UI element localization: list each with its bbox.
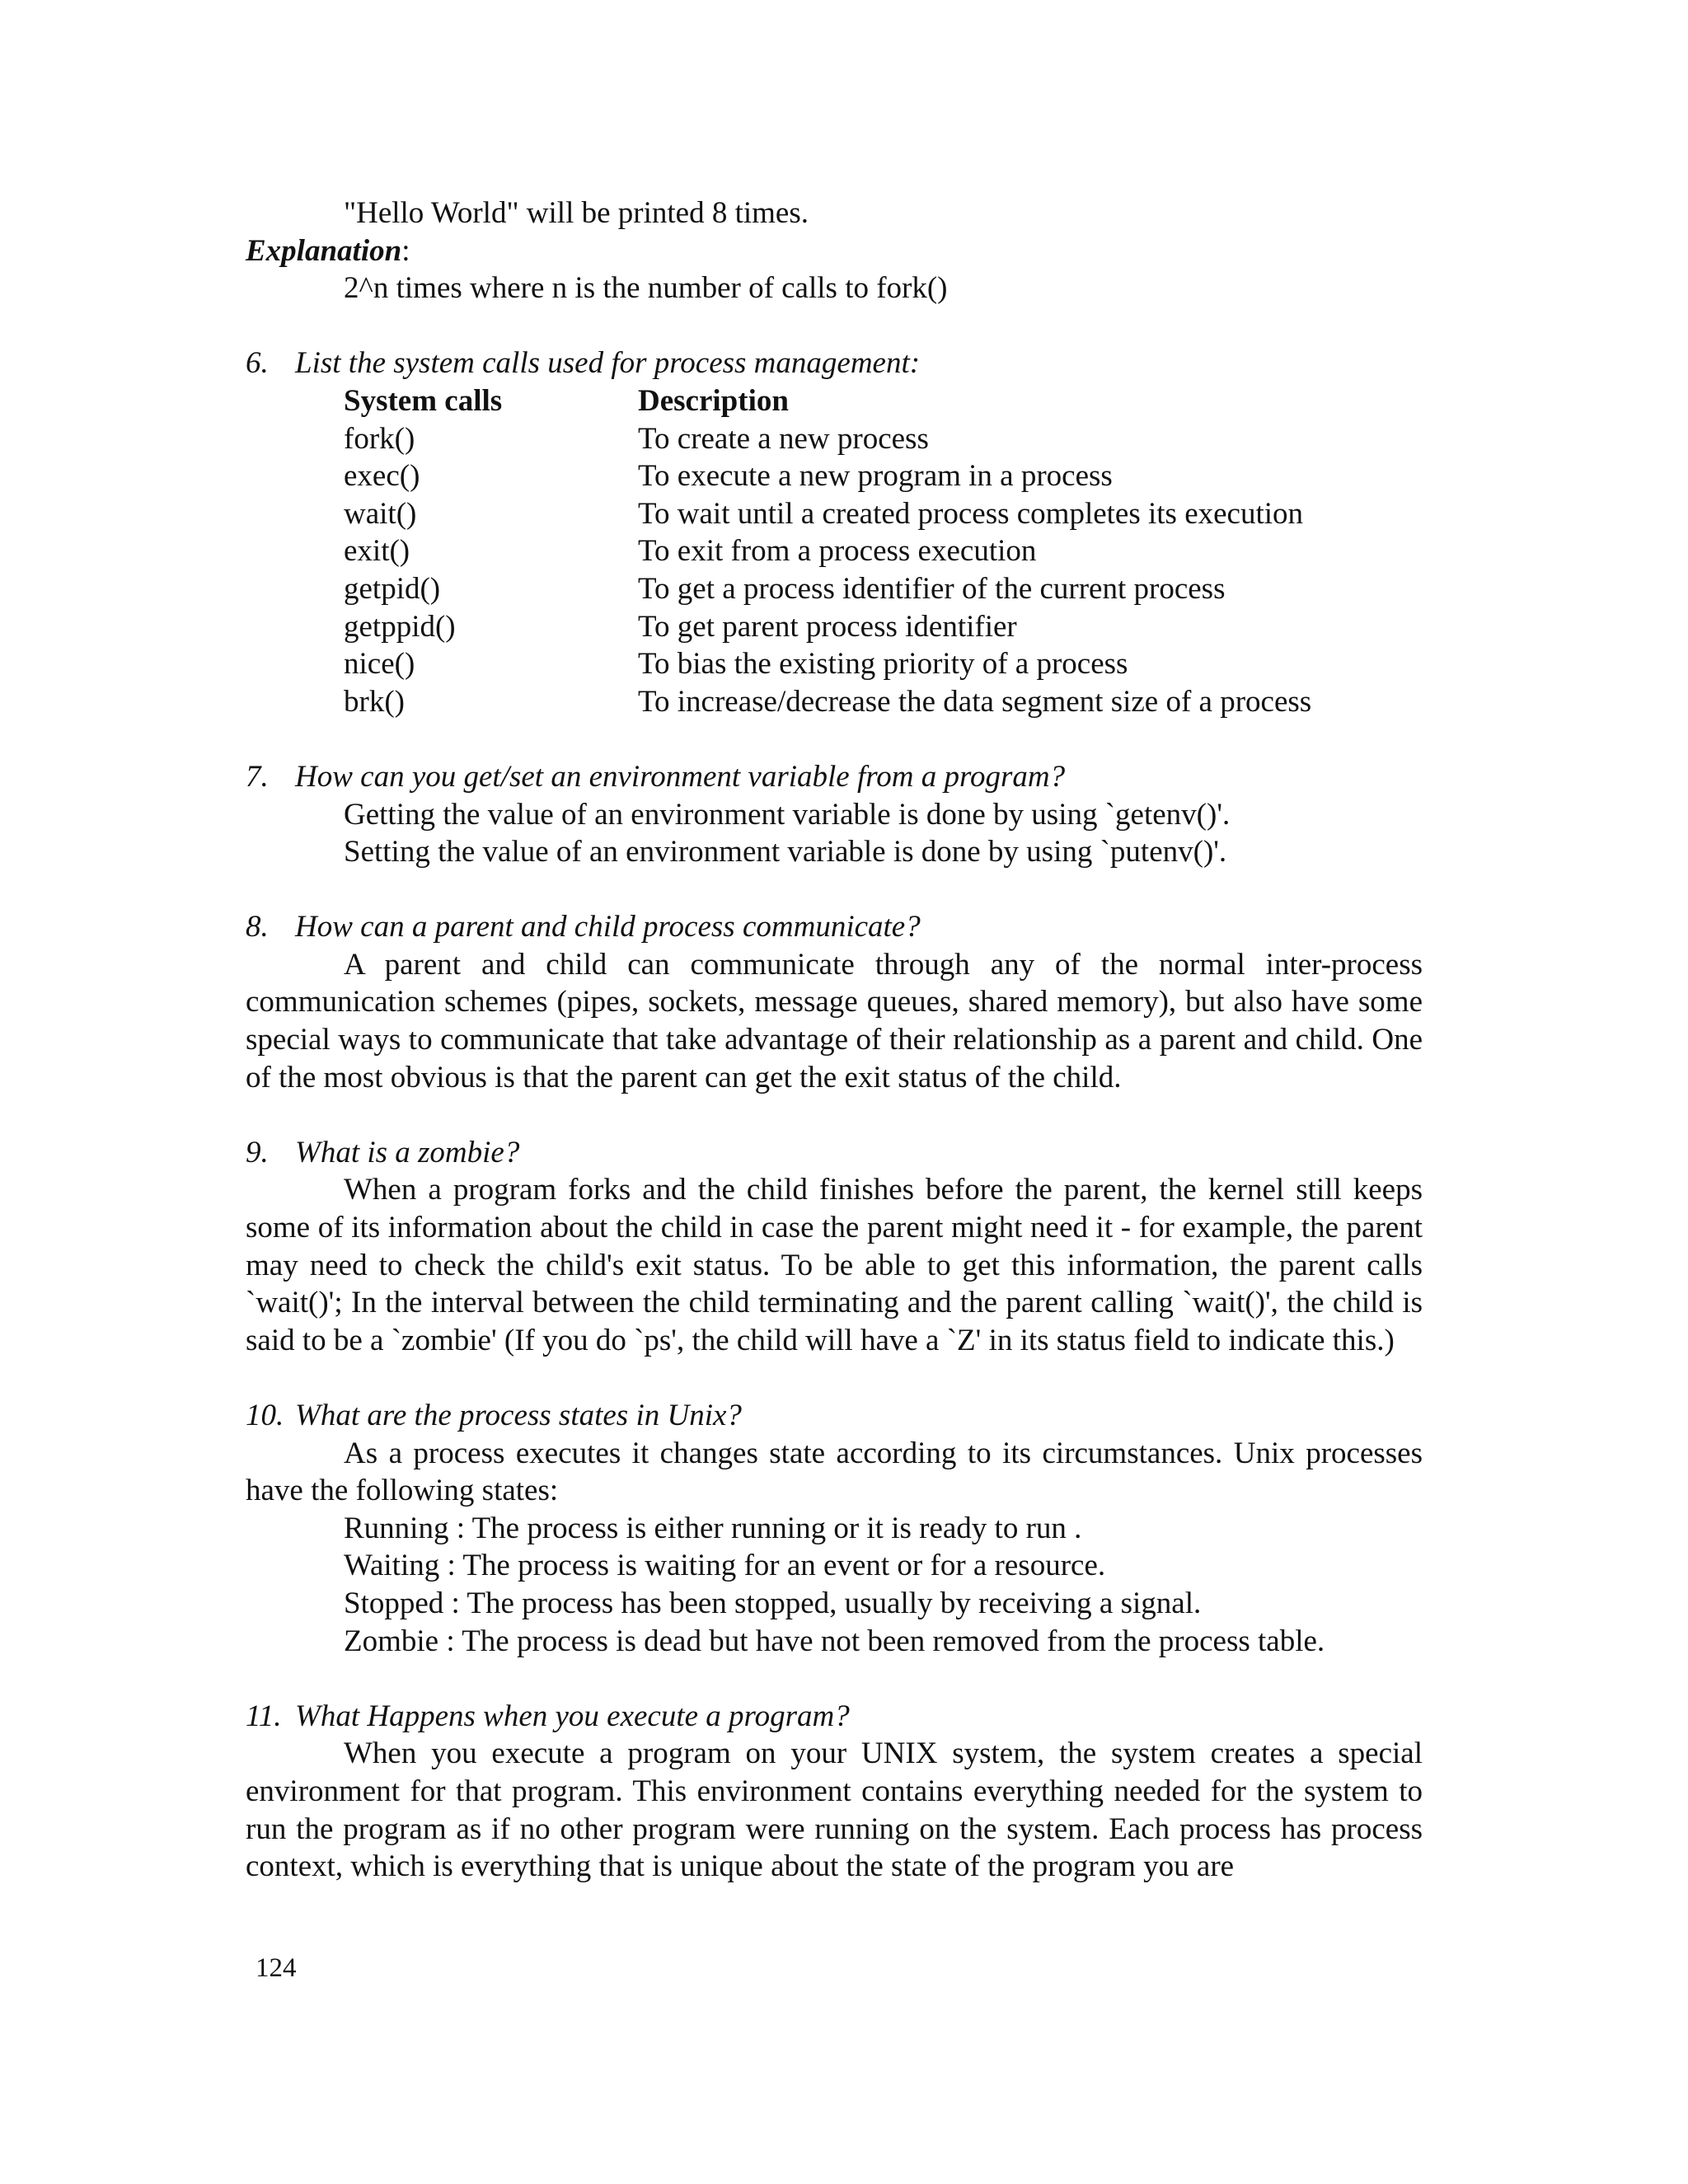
hello-world-result: "Hello World" will be printed 8 times. — [344, 196, 809, 230]
system-calls-header-row — [344, 382, 1423, 420]
syscall-description: To increase/decrease the data segment size of a process — [638, 684, 1312, 719]
question-7-text: How can you get/set an environment variable from a program? — [295, 759, 1066, 794]
syscall-description: To execute a new program in a process — [638, 459, 1113, 494]
list-item: Running : The process is either running or it is ready to run . — [344, 1511, 1082, 1545]
syscall-description: To bias the existing priority of a process — [638, 647, 1128, 682]
table-row — [344, 570, 1423, 608]
question-8 — [246, 908, 1423, 946]
question-9 — [246, 1134, 1423, 1172]
process-states-list — [246, 1510, 1423, 1660]
syscall-name: nice() — [344, 647, 415, 682]
table-row — [344, 495, 1423, 533]
page-number: 124 — [256, 1953, 297, 1983]
answer-11-text: When you execute a program on your UNIX system, the system creates a special environment for that program. This environment contains everything needed for the system to run the program as if no other program were running on the system. Each process has process context, which is everything that is unique about the state of the program you are — [246, 1736, 1423, 1884]
answer-11 — [246, 1735, 1423, 1885]
question-6-text: List the system calls used for process management: — [295, 346, 921, 381]
table-row — [344, 457, 1423, 495]
table-row — [344, 420, 1423, 458]
question-6-number: 6. — [246, 346, 269, 381]
answer-8 — [246, 946, 1423, 1096]
syscall-description: To wait until a created process completes its execution — [638, 496, 1304, 531]
header-system-calls: System calls — [344, 383, 503, 418]
system-calls-table — [246, 382, 1423, 720]
answer-10 — [246, 1435, 1423, 1510]
explanation-label: Explanation — [246, 233, 402, 268]
syscall-name: brk() — [344, 684, 405, 719]
question-7-number: 7. — [246, 759, 269, 794]
answer-7-line-2: Setting the value of an environment variable is done by using `putenv()'. — [344, 835, 1227, 869]
syscall-name: wait() — [344, 496, 417, 531]
question-11-text: What Happens when you execute a program? — [295, 1699, 850, 1733]
explanation-text: 2^n times where n is the number of calls to fork() — [344, 271, 948, 306]
question-9-text: What is a zombie? — [295, 1135, 520, 1169]
syscall-description: To create a new process — [638, 421, 929, 456]
header-description: Description — [638, 383, 789, 418]
syscall-description: To get a process identifier of the current process — [638, 571, 1226, 606]
syscall-name: getpid() — [344, 571, 441, 606]
table-row — [344, 683, 1423, 721]
answer-9 — [246, 1171, 1423, 1359]
explanation-colon: : — [401, 233, 410, 268]
list-item: Zombie : The process is dead but have not been removed from the process table. — [344, 1624, 1325, 1658]
question-6 — [246, 344, 1423, 382]
answer-9-text: When a program forks and the child finishes before the parent, the kernel still keeps some of its information about the child in case the parent might need it - for example, the parent may need to check the child's exit status. To be able to get this information, the parent calls `wait()'; In the interval between the child terminating and the parent calling `wait()', the child is said to be a `zombie' (If you do `ps', the child will have a `Z' in its status field to indicate this.) — [246, 1173, 1423, 1357]
table-row — [344, 532, 1423, 570]
syscall-name: fork() — [344, 421, 415, 456]
question-10 — [246, 1397, 1423, 1435]
syscall-description: To exit from a process execution — [638, 534, 1037, 569]
table-row — [344, 608, 1423, 646]
list-item: Stopped : The process has been stopped, usually by receiving a signal. — [344, 1586, 1202, 1620]
answer-8-text: A parent and child can communicate through any of the normal inter-process communication schemes (pipes, sockets, message queues, shared memory), but also have some special ways to communicate that take advantage of their relationship as a parent and child. One of the most obvious is that the parent can get the exit status of the child. — [246, 947, 1423, 1094]
question-7 — [246, 758, 1423, 796]
answer-10-text: As a process executes it changes state according to its circumstances. Unix processes have the following states: — [246, 1436, 1423, 1508]
question-11-number: 11. — [246, 1699, 282, 1733]
syscall-name: getppid() — [344, 609, 456, 644]
question-11 — [246, 1698, 1423, 1736]
syscall-name: exit() — [344, 534, 410, 569]
question-8-text: How can a parent and child process communicate? — [295, 910, 921, 944]
answer-7-line-1: Getting the value of an environment variable is done by using `getenv()'. — [344, 797, 1231, 832]
document-page — [246, 194, 1423, 1886]
question-8-number: 8. — [246, 910, 269, 944]
list-item: Waiting : The process is waiting for an event or for a resource. — [344, 1549, 1106, 1583]
syscall-description: To get parent process identifier — [638, 609, 1017, 644]
explanation-heading — [246, 232, 1423, 270]
question-10-text: What are the process states in Unix? — [295, 1399, 742, 1432]
question-10-number: 10. — [246, 1399, 284, 1432]
syscall-name: exec() — [344, 459, 420, 494]
question-9-number: 9. — [246, 1135, 269, 1169]
table-row — [344, 645, 1423, 683]
